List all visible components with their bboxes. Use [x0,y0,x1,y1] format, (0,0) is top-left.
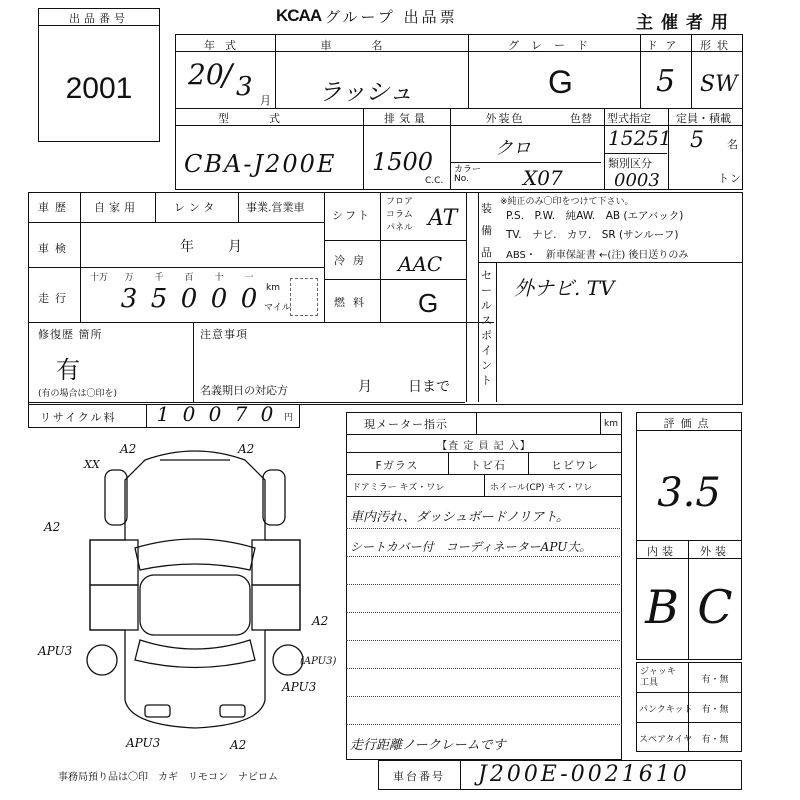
damage-mark-a2-front-right: A2 [238,442,255,456]
deadline-month-label: 月 [358,379,372,395]
inspector-note-2: シートカバー付 コーディネーターAPU大。 [350,540,592,554]
grade-value: G [548,64,573,100]
brand-logo: KCAA [276,6,322,25]
model-label: 型式 [218,112,320,125]
model-value: CBA-J200E [184,150,337,178]
puncture-kit-label: パンクキット [639,705,693,715]
category-label: 類別区分 [608,157,652,170]
damage-mark-a2-rear: A2 [230,738,247,752]
private-use-label: 自家用 [94,201,139,214]
door-label: ドア [646,39,685,52]
damage-mark-a2-right: A2 [312,614,329,628]
ac-label: 冷房 [334,254,372,267]
inspection-label: 車検 [38,242,72,255]
tobi-ishi-label: トビ石 [470,459,506,472]
shift-label: シフト [332,209,371,222]
score-value: 3.5 [657,470,721,516]
meter-km-label: km [604,419,618,429]
recycle-unit: 円 [284,413,294,423]
color-change-label: 色替 [570,112,592,125]
year-value: 20 [188,58,224,91]
month-suffix: 月 [260,94,272,107]
shape-value: SW [700,72,738,97]
load-unit: トン [718,172,742,185]
exterior-value: C [697,580,733,634]
inspector-note-1: 車内汚れ、ダッシュボードノリアト。 [350,510,570,525]
history-label: 車歴 [38,201,72,214]
damage-mark-apu3-left: APU3 [38,644,73,658]
sales-point-value: 外ナビ. TV [514,276,615,300]
equipment-row-1: P.S. P.W. 純AW. AB (エアバック) [506,210,684,222]
grade-label: グレード [508,39,600,52]
door-mirror-label: ドアミラー キズ・ワレ [352,483,445,493]
inspector-note-3: 走行距離ノークレームです [350,738,506,753]
damage-mark-apu3-right: APU3 [282,680,317,694]
mileage-digit-labels: 十万 万 千 百 十 一 [89,273,254,283]
repair-history-note: (有の場合は〇印を) [38,389,118,399]
mile-label: マイル [264,303,291,313]
shift-floor: フロア [386,197,414,207]
damage-mark-apu3-rear: APU3 [126,736,161,750]
equipment-row-3: ABS・ 新車保証書 ←(注) 後日送りのみ [506,250,689,261]
damage-mark-a2-front-left: A2 [120,442,137,456]
capacity-value: 5 [690,128,704,153]
fuel-label: 燃料 [334,296,372,309]
color-label: 外装色 [485,112,525,125]
exterior-label: 外装 [700,545,730,558]
shift-value: AT [428,206,458,231]
equipment-row-2: TV. ナビ. カワ. SR (サンルーフ) [506,229,679,241]
equipment-note: ※純正のみ〇印をつけて下さい。 [500,197,634,207]
damage-mark-xx: XX [84,458,100,471]
form-title: グループ 出品票 [325,8,458,26]
car-damage-diagram [60,440,330,740]
repair-history-label: 修復歴 箇所 [38,328,103,341]
office-note: 事務局預り品は〇印 カギ リモコン ナビロム [58,772,278,783]
jack-value: 有・無 [701,675,729,685]
fuel-value: G [418,288,439,318]
cc-unit: C.C. [425,176,444,186]
name-deadline-label: 名義期日の対応方 [200,384,288,397]
interior-label: 内装 [647,545,677,558]
crack-label: ヒビワレ [551,459,599,472]
year-slash: / [222,58,233,93]
capacity-label: 定員・積載 [676,112,731,125]
year-label: 年式 [204,39,246,52]
shift-column: コラム [386,210,413,220]
mile-checkbox [290,278,318,316]
chassis-label: 車台番号 [393,770,445,783]
color-no-value: X07 [523,166,563,190]
jack-label: ジャッキ工具 [640,667,676,688]
spare-tire-label: スペアタイヤ [639,735,693,745]
f-glass-label: Fガラス [375,459,419,472]
lot-number-label: 出品番号 [69,12,129,25]
displacement-label: 排気量 [384,112,429,125]
shape-label: 形状 [700,39,734,52]
km-label: km [266,283,280,293]
car-name-value: ラッシュ [318,78,414,106]
spare-tire-value: 有・無 [701,735,729,745]
meter-label: 現メーター指示 [364,418,448,431]
business-label: 事業.営業車 [246,201,305,214]
inspector-header: 【査 定 員 記 入】 [437,441,531,452]
interior-value: B [645,580,679,634]
ac-value: AAC [398,252,443,276]
mileage-value: 3 5 0 0 0 [120,284,258,314]
damage-mark-apu3-paren: (APU3) [300,656,337,667]
inspection-year-month: 年 月 [180,239,244,255]
type-designation-value: 15251 [608,126,672,150]
equipment-side-label: 装備品 [481,202,492,259]
color-value: クロ [495,138,531,159]
displacement-value: 1500 [372,148,434,176]
chassis-value: J200E-0021610 [478,762,690,787]
repair-history-value: 有 [56,356,80,384]
score-label: 評価点 [663,417,715,430]
color-no-label: カラー No. [454,165,482,184]
role-label: 主催者用 [636,13,736,33]
type-designation-label: 型式指定 [607,112,651,125]
mileage-label: 走行 [38,292,72,305]
puncture-kit-value: 有・無 [701,705,729,715]
lot-number: 2001 [65,72,133,105]
capacity-unit: 名 [727,138,739,151]
shift-panel: パネル [386,223,414,233]
sales-point-side-label: セールスポイント [481,269,492,387]
notes-label: 注意事項 [200,328,248,341]
month-value: 3 [236,72,253,102]
recycle-value: 1 0 0 7 0 [156,402,274,426]
car-name-label: 車名 [320,39,423,52]
wheel-label: ホイール(CP) キズ・ワレ [490,483,593,493]
category-value: 0003 [614,170,660,191]
damage-mark-a2-left: A2 [44,520,61,534]
deadline-day-label: 日まで [408,379,450,395]
door-value: 5 [656,64,676,99]
recycle-label: リサイクル料 [40,411,117,424]
rental-label: レンタ [174,201,219,214]
